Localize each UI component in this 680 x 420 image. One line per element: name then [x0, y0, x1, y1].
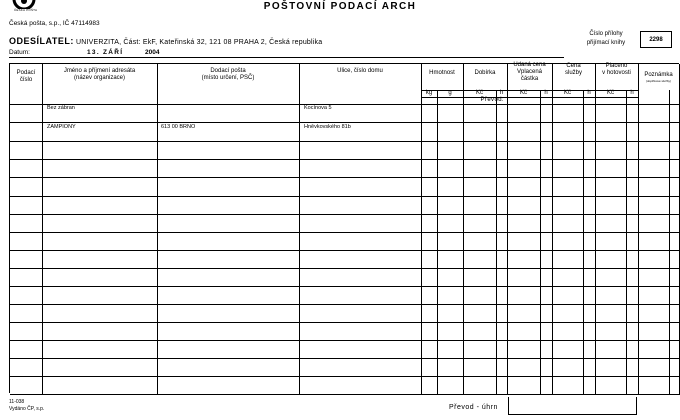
header-text: Jméno a příjmení adresáta: [63, 68, 136, 74]
unit-kc: Kč: [475, 90, 483, 96]
date-underline: [9, 57, 564, 58]
row-line: [10, 141, 680, 142]
row-2-name: ZAMPIONY: [47, 124, 76, 130]
header-recipient: [42, 68, 157, 82]
col-divider: [595, 64, 596, 394]
header-text: (název organizace): [73, 75, 126, 81]
row-2-street: Hněvkovského 81b: [304, 124, 351, 130]
header-cod: Dobírka: [474, 70, 496, 76]
header-text: Cena: [566, 63, 581, 69]
header-declared-value: [507, 62, 552, 83]
col-divider: [463, 64, 464, 394]
header-weight: Hmotnost: [429, 70, 455, 76]
header-note: [638, 72, 679, 83]
header-podaci-cislo: [10, 70, 42, 84]
subcol-divider: [540, 90, 541, 394]
row-line: [10, 250, 680, 251]
form-title: POŠTOVNÍ PODACÍ ARCH: [263, 1, 417, 12]
header-text: číslo: [19, 77, 33, 83]
header-text: Dodací pošta: [210, 68, 246, 74]
unit-h: h: [544, 90, 548, 96]
unit-h: h: [630, 90, 634, 96]
date-line: [9, 49, 160, 56]
header-paid-cash: [595, 63, 638, 77]
unit-kc: Kč: [563, 90, 571, 96]
header-text: služby: [564, 70, 582, 76]
col-divider: [552, 64, 553, 394]
sender-label: ODESÍLATEL:: [9, 36, 74, 46]
row-1-street: Kocínova 5: [304, 105, 332, 111]
col-divider: [157, 64, 158, 394]
row-line: [10, 322, 680, 323]
header-text: Udaná cena: [513, 62, 546, 68]
post-company-line: Česká pošta, s.p., IČ 47114983: [9, 20, 100, 27]
col-divider: [638, 64, 639, 394]
header-text: Poznámka: [644, 72, 673, 78]
header-service-price: [552, 63, 595, 77]
total-transfer-box: [508, 397, 637, 415]
header-text: Placeno: [605, 63, 628, 69]
logo-text: ČESKÁ POŠTA: [14, 8, 38, 12]
sender-line: [9, 36, 322, 46]
transfer-label: Převod:: [480, 97, 504, 103]
header-small-text: (doplňkové služby): [645, 79, 671, 83]
attachment-number-box: 2298: [640, 31, 672, 48]
row-line: [10, 268, 680, 269]
row-line: [10, 196, 680, 197]
date-value: 13. ZÁŘÍ: [87, 49, 124, 56]
attachment-label-line2: přijímací knihy: [586, 39, 626, 46]
row-line: [10, 286, 680, 287]
attachment-label-line1: Číslo přílohy: [589, 31, 623, 37]
header-street: Ulice, číslo domu: [337, 68, 383, 74]
row-line: [10, 122, 680, 123]
header-text: v hotovosti: [602, 70, 631, 76]
form-footer: [9, 399, 44, 412]
row-line: [10, 304, 680, 305]
unit-h: h: [587, 90, 591, 96]
date-label: Datum:: [9, 49, 30, 56]
total-transfer-label: Převod - úhrn: [449, 404, 498, 411]
row-line: [10, 358, 680, 359]
subcol-divider: [437, 90, 438, 394]
subcol-divider: [626, 90, 627, 394]
row-line: [10, 214, 680, 215]
header-text: Podací: [16, 70, 36, 76]
units-row-bottom: [421, 97, 638, 98]
row-line: [10, 376, 680, 377]
submission-table: [9, 63, 679, 393]
header-text: částka: [520, 76, 539, 82]
issued-by: Vydáno ČP, s.p.: [9, 405, 45, 412]
header-text: (místo určení, PSČ): [201, 75, 255, 81]
header-post-office: [157, 68, 299, 82]
subcol-divider: [496, 90, 497, 394]
unit-h: h: [499, 90, 504, 96]
col-divider: [299, 64, 300, 394]
unit-kc: Kč: [519, 90, 527, 96]
unit-g: g: [448, 90, 452, 96]
row-line: [10, 340, 680, 341]
unit-kg: kg: [425, 90, 433, 96]
subcol-divider: [669, 90, 670, 394]
form-number: 11-038: [9, 399, 25, 405]
attachment-number-label: [576, 30, 636, 47]
col-divider: [507, 64, 508, 394]
sender-value: UNIVERZITA, Část: EkF, Kateřinská 32, 121 08 PRAHA 2, Česká republika: [76, 39, 323, 46]
header-text: Vplacená: [516, 69, 543, 75]
col-divider: [421, 64, 422, 394]
row-line: [10, 232, 680, 233]
row-1-name: Bez zábran: [47, 105, 75, 111]
date-year: 2004: [145, 49, 160, 56]
table-bottom: [10, 394, 680, 395]
subcol-divider: [583, 90, 584, 394]
unit-kc: Kč: [606, 90, 614, 96]
header-bottom: [10, 104, 680, 105]
row-line: [10, 177, 680, 178]
col-divider: [42, 64, 43, 394]
row-line: [10, 159, 680, 160]
row-2-post-office: 613 00 BRNO: [161, 124, 196, 130]
